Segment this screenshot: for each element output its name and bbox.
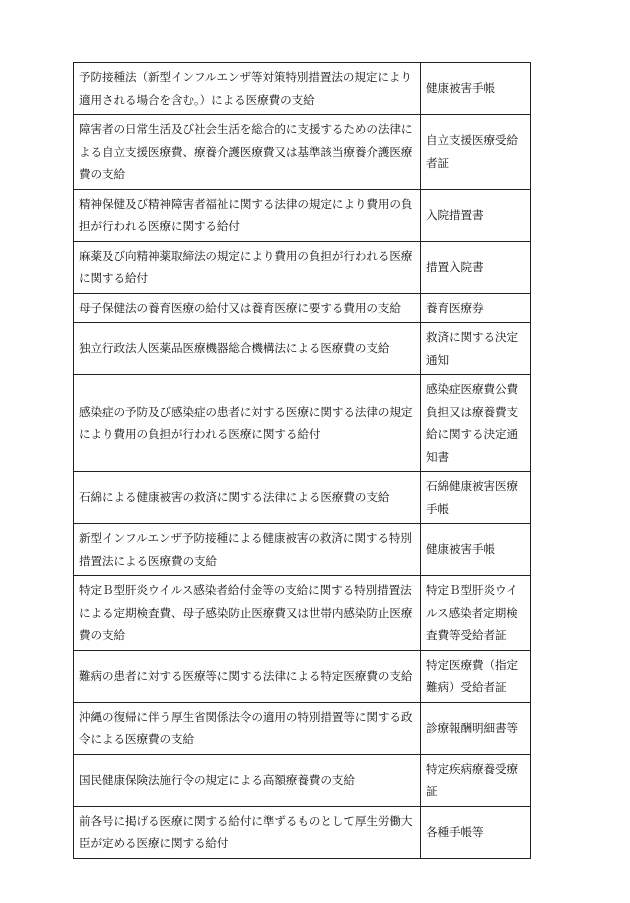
table-row bbox=[74, 63, 531, 115]
benefit-description-cell: 母子保健法の養育医療の給付又は養育医療に要する費用の支給 bbox=[74, 293, 421, 323]
table-row bbox=[74, 241, 531, 293]
benefit-description-cell: 特定Ｂ型肝炎ウイルス感染者給付金等の支給に関する特別措置法による定期検査費、母子感染防止医療費又は世帯内感染防止医療費の支給 bbox=[74, 576, 421, 651]
required-document-cell: 養育医療券 bbox=[421, 293, 531, 323]
benefit-description-cell: 新型インフルエンザ予防接種による健康被害の救済に関する特別措置法による医療費の支給 bbox=[74, 524, 421, 576]
table-row bbox=[74, 754, 531, 806]
benefit-description-cell: 前各号に掲げる医療に関する給付に準ずるものとして厚生労働大臣が定める医療に関する給付 bbox=[74, 806, 421, 858]
table-row bbox=[74, 524, 531, 576]
required-document-cell: 健康被害手帳 bbox=[421, 524, 531, 576]
required-document-cell: 措置入院書 bbox=[421, 241, 531, 293]
required-document-cell: 各種手帳等 bbox=[421, 806, 531, 858]
benefit-description-cell: 精神保健及び精神障害者福祉に関する法律の規定により費用の負担が行われる医療に関する給付 bbox=[74, 189, 421, 241]
benefit-description-cell: 予防接種法（新型インフルエンザ等対策特別措置法の規定により適用される場合を含む。）による医療費の支給 bbox=[74, 63, 421, 115]
benefit-document-table bbox=[73, 62, 531, 859]
table-row bbox=[74, 650, 531, 702]
table-row bbox=[74, 323, 531, 375]
table-row bbox=[74, 375, 531, 472]
required-document-cell: 健康被害手帳 bbox=[421, 63, 531, 115]
table-row bbox=[74, 115, 531, 190]
table-row bbox=[74, 576, 531, 651]
benefit-description-cell: 障害者の日常生活及び社会生活を総合的に支援するための法律による自立支援医療費、療養介護医療費又は基準該当療養介護医療費の支給 bbox=[74, 115, 421, 190]
benefit-description-cell: 国民健康保険法施行令の規定による高額療養費の支給 bbox=[74, 754, 421, 806]
required-document-cell: 診療報酬明細書等 bbox=[421, 702, 531, 754]
benefit-description-cell: 麻薬及び向精神薬取締法の規定により費用の負担が行われる医療に関する給付 bbox=[74, 241, 421, 293]
required-document-cell: 特定Ｂ型肝炎ウイルス感染者定期検査費等受給者証 bbox=[421, 576, 531, 651]
table-row bbox=[74, 293, 531, 323]
benefit-description-cell: 独立行政法人医薬品医療機器総合機構法による医療費の支給 bbox=[74, 323, 421, 375]
table-row bbox=[74, 189, 531, 241]
benefit-description-cell: 石綿による健康被害の救済に関する法律による医療費の支給 bbox=[74, 472, 421, 524]
benefit-description-cell: 沖縄の復帰に伴う厚生省関係法令の適用の特別措置等に関する政令による医療費の支給 bbox=[74, 702, 421, 754]
required-document-cell: 入院措置書 bbox=[421, 189, 531, 241]
required-document-cell: 救済に関する決定通知 bbox=[421, 323, 531, 375]
required-document-cell: 特定疾病療養受療証 bbox=[421, 754, 531, 806]
required-document-cell: 石綿健康被害医療手帳 bbox=[421, 472, 531, 524]
table-row bbox=[74, 702, 531, 754]
required-document-cell: 自立支援医療受給者証 bbox=[421, 115, 531, 190]
required-document-cell: 感染症医療費公費負担又は療養費支給に関する決定通知書 bbox=[421, 375, 531, 472]
benefit-description-cell: 感染症の予防及び感染症の患者に対する医療に関する法律の規定により費用の負担が行われる医療に関する給付 bbox=[74, 375, 421, 472]
benefit-description-cell: 難病の患者に対する医療等に関する法律による特定医療費の支給 bbox=[74, 650, 421, 702]
table-row bbox=[74, 806, 531, 858]
table-row bbox=[74, 472, 531, 524]
required-document-cell: 特定医療費（指定難病）受給者証 bbox=[421, 650, 531, 702]
